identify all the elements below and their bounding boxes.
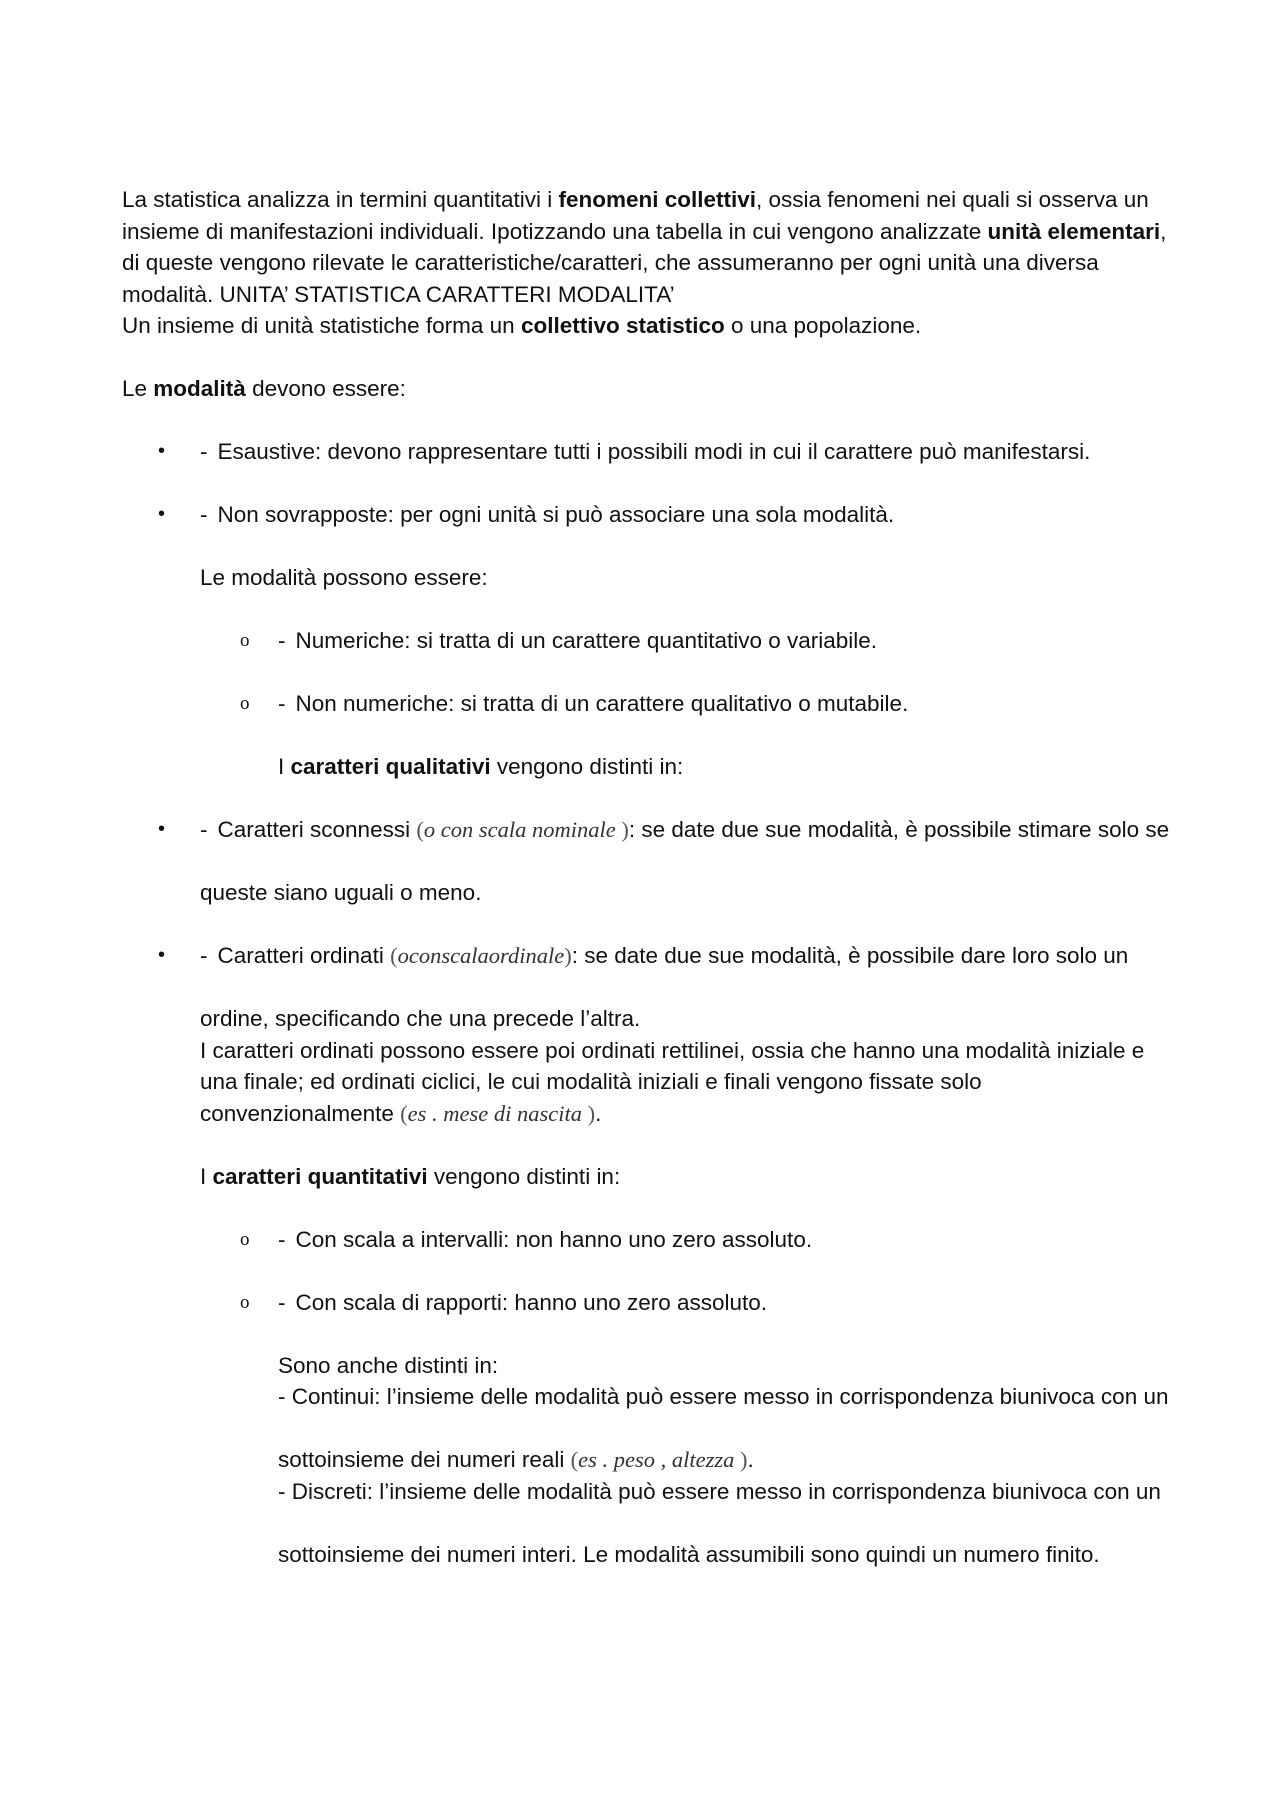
list-item (122, 814, 1172, 846)
circle-bullet-icon: o (240, 693, 250, 714)
text-run: vengono distinti in: (427, 1163, 621, 1189)
dash-mark: - (278, 628, 286, 653)
text-run: Un insieme di unità statistiche forma un (122, 313, 521, 338)
dash-mark: - (278, 1226, 286, 1252)
continuation-text: ordine, specificando che una precede l’altra. (200, 1006, 641, 1031)
document-body (122, 184, 1172, 1570)
list-item (122, 436, 1172, 468)
bullet-icon: • (158, 944, 166, 966)
sub-list-item (122, 1287, 1172, 1319)
dash-mark: - (200, 817, 208, 842)
text-run: o una popolazione. (724, 313, 922, 338)
math-text: o con scala nominale (423, 817, 622, 842)
bullet-icon: • (158, 440, 166, 462)
continui-text: - Continui: l’insieme delle modalità può essere messo in corrispondenza biunivoca con un (278, 1384, 1169, 1409)
sub-list-item (122, 625, 1172, 657)
text-run: sottoinsieme dei numeri reali (278, 1447, 571, 1472)
list-item-text: Esaustive: devono rappresentare tutti i possibili modi in cui il carattere può manifestarsi. (217, 439, 1091, 464)
paren: ( (400, 1100, 408, 1126)
text-run: . (747, 1447, 754, 1472)
continuation-text: sottoinsieme dei numeri interi. Le modalità assumibili sono quindi un numero finito. (278, 1541, 1100, 1567)
text-run: vengono distinti in: (490, 754, 684, 779)
text-run: I caratteri ordinati possono essere poi ordinati rettilinei, ossia che hanno una modalità iniziale e una finale; ed ordinati ciclici, le cui modalità iniziali e finali vengono fissate solo convenzionalmente (200, 1037, 1145, 1126)
bold-term: collettivo statistico (520, 313, 725, 338)
dash-mark: - (278, 691, 286, 716)
text-run: I (278, 754, 291, 779)
paren: ) (740, 1447, 748, 1472)
paren: ( (390, 943, 398, 968)
list-item-text: Non sovrapposte: per ogni unità si può associare una sola modalità. (217, 502, 895, 527)
circle-bullet-icon: o (240, 1291, 250, 1313)
list-item-text: Con scala di rapporti: hanno uno zero assoluto. (295, 1289, 768, 1315)
paren: ) (621, 817, 629, 842)
bullet-icon: • (158, 503, 166, 525)
sub-list-item (122, 688, 1172, 720)
paren: ( (416, 817, 424, 842)
qualitativi-intro (122, 751, 1172, 783)
collettivo-paragraph (122, 310, 1172, 342)
text-run: , ossia fenomeni nei quali si osserva un insieme di manifestazioni individuali. Ipotizzando una tabella in cui vengono analizzate (122, 187, 1149, 244)
text-run: I (200, 1163, 213, 1189)
dash-mark: - (278, 1289, 286, 1315)
list-item (122, 499, 1172, 531)
bold-term: caratteri quantitativi (212, 1163, 428, 1189)
list-item-text: Non numeriche: si tratta di un carattere qualitativo o mutabile. (295, 691, 909, 716)
circle-bullet-icon: o (240, 630, 250, 651)
continuation-text: queste siano uguali o meno. (200, 880, 482, 905)
modalita-intro (122, 373, 1172, 405)
bullet-icon: • (158, 818, 166, 840)
possono-intro: Le modalità possono essere: (200, 565, 488, 590)
paren: ) (564, 943, 572, 968)
text-run: , di queste vengono rilevate le caratteristiche/caratteri, che assumeranno per ogni unità una diversa modalità. UNITA’ STATISTICA CARATTERI MODALITA’ (122, 218, 1167, 307)
quantitativi-intro (122, 1161, 1172, 1193)
bold-term: modalità (153, 376, 246, 401)
text-run: . (595, 1100, 602, 1126)
intro-paragraph (122, 184, 1172, 310)
bold-term: unità elementari (987, 218, 1161, 244)
dash-mark: - (200, 502, 208, 527)
math-text: es . peso , altezza (578, 1447, 741, 1472)
text-run: : se date due sue modalità, è possibile stimare solo se (628, 817, 1170, 842)
dash-mark: - (200, 439, 208, 464)
text-run: La statistica analizza in termini quantitativi i (122, 187, 559, 212)
discreti-text: - Discreti: l’insieme delle modalità può essere messo in corrispondenza biunivoca con un (278, 1478, 1161, 1504)
dash-mark: - (200, 943, 208, 968)
list-item (122, 940, 1172, 972)
list-item-text: Numeriche: si tratta di un carattere quantitativo o variabile. (295, 628, 878, 653)
paren: ( (570, 1447, 579, 1472)
math-text: oconscalaordinale (397, 943, 565, 968)
text-run: devono essere: (245, 376, 406, 401)
anche-intro: Sono anche distinti in: (278, 1352, 499, 1378)
text-run: : se date due sue modalità, è possibile dare loro solo un (571, 943, 1129, 968)
math-text: es . mese di nascita (407, 1100, 588, 1126)
continuation-text (122, 1035, 1172, 1130)
sub-list-item (122, 1224, 1172, 1256)
text-run: Caratteri ordinati (217, 943, 391, 968)
continuation-text (122, 1444, 1172, 1476)
circle-bullet-icon: o (240, 1228, 250, 1250)
paren: ) (587, 1100, 596, 1126)
bold-term: caratteri qualitativi (290, 754, 491, 779)
list-item-text: Con scala a intervalli: non hanno uno zero assoluto. (295, 1226, 813, 1252)
text-run: Le (122, 376, 154, 401)
text-run: Caratteri sconnessi (217, 817, 417, 842)
bold-term: fenomeni collettivi (558, 187, 757, 212)
